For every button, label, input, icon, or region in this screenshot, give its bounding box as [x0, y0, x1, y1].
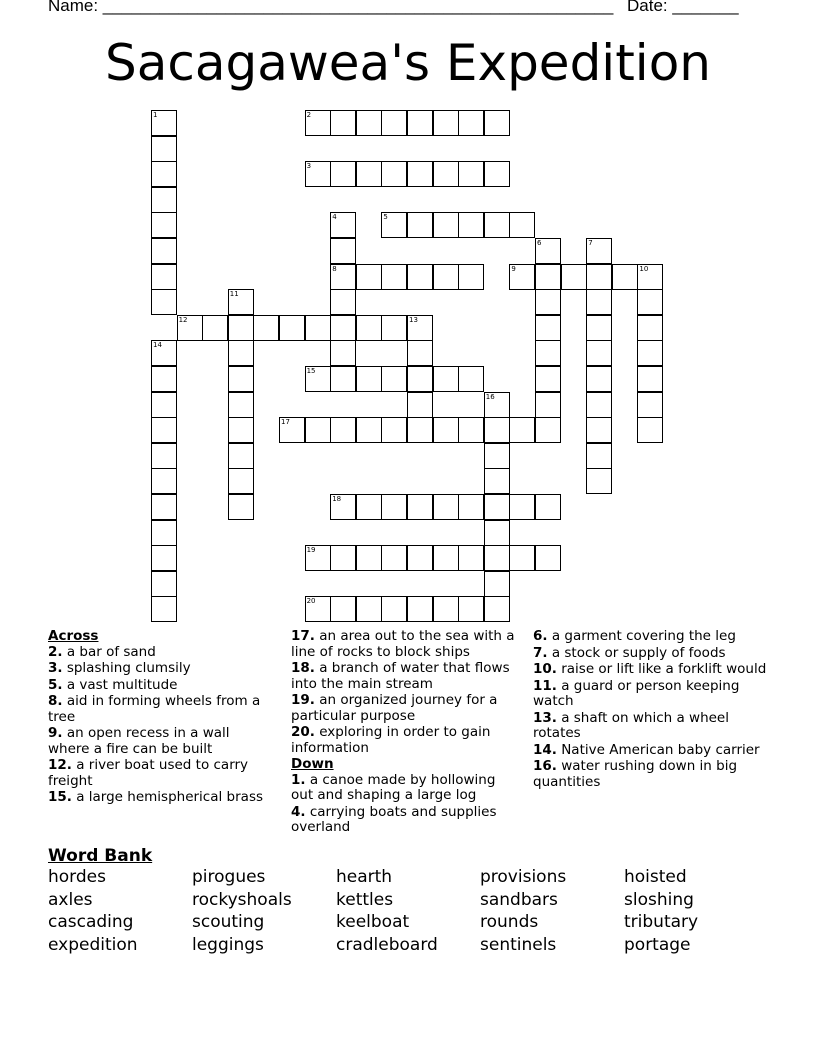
clue-item-text: Native American baby carrier	[556, 741, 760, 758]
clue-number: 8	[332, 264, 337, 273]
grid-cell[interactable]	[356, 366, 382, 392]
clue-number: 12	[178, 315, 188, 324]
grid-cell[interactable]	[330, 417, 356, 443]
word-bank-item: sloshing	[624, 890, 694, 910]
clue-item	[533, 679, 768, 710]
clue-item	[533, 662, 768, 678]
clue-item-text: an area out to the sea with a line of rocks to block ships	[291, 628, 515, 660]
grid-cell[interactable]	[458, 596, 484, 622]
clue-item-number: 17.	[291, 628, 315, 644]
clue-item-number: 4.	[291, 803, 306, 820]
clue-item-number: 19.	[291, 692, 315, 708]
clue-item	[291, 725, 521, 756]
grid-cell[interactable]	[535, 366, 561, 392]
clue-item-number: 2.	[48, 643, 63, 660]
clue-number: 17	[281, 418, 290, 427]
grid-cell[interactable]	[561, 264, 587, 290]
grid-cell[interactable]	[509, 417, 535, 443]
grid-cell[interactable]	[407, 596, 433, 622]
grid-cell[interactable]	[330, 315, 356, 341]
clue-item	[48, 694, 273, 725]
grid-cell[interactable]	[637, 340, 663, 366]
grid-cell[interactable]	[458, 417, 484, 443]
word-bank-item: hoisted	[624, 867, 687, 887]
clue-number: 14	[153, 341, 162, 350]
clue-number: 2	[306, 111, 312, 119]
grid-cell[interactable]	[433, 545, 459, 571]
name-field-label: Name: ______________________________________________________	[48, 0, 614, 15]
clue-item-text: a stock or supply of foods	[547, 644, 726, 661]
grid-cell[interactable]	[535, 340, 561, 366]
clue-item-number: 8.	[48, 693, 63, 709]
grid-cell[interactable]	[407, 392, 433, 418]
page-title: Sacagawea's Expedition	[105, 34, 711, 92]
clue-item-number: 18.	[291, 660, 315, 676]
grid-cell[interactable]	[458, 212, 484, 238]
grid-cell[interactable]	[433, 264, 459, 290]
clue-item-number: 14.	[533, 741, 557, 758]
grid-cell[interactable]	[151, 212, 177, 238]
grid-cell[interactable]	[151, 264, 177, 290]
word-bank-title: Word Bank	[48, 846, 153, 866]
grid-cell[interactable]	[330, 545, 356, 571]
grid-cell[interactable]	[586, 264, 612, 290]
word-bank-item: hearth	[336, 867, 393, 887]
word-bank-item: cascading	[48, 912, 134, 932]
grid-cell[interactable]	[151, 443, 177, 469]
grid-cell[interactable]	[458, 545, 484, 571]
grid-cell[interactable]	[330, 340, 356, 366]
grid-cell[interactable]	[433, 494, 459, 520]
clue-item	[48, 726, 273, 757]
grid-cell[interactable]	[484, 110, 510, 136]
clue-item	[533, 629, 768, 645]
word-bank-item: cradleboard	[336, 935, 438, 955]
clue-number: 16	[485, 392, 495, 401]
clue-number: 19	[306, 546, 316, 555]
grid-cell[interactable]	[356, 545, 382, 571]
date-field-label: Date: _______	[627, 0, 739, 15]
grid-cell[interactable]	[407, 366, 433, 392]
grid-cell[interactable]	[279, 315, 305, 341]
clue-number: 5	[383, 213, 388, 222]
grid-cell[interactable]	[330, 289, 356, 315]
clue-number: 7	[588, 239, 593, 247]
clue-item	[48, 758, 273, 789]
grid-cell[interactable]	[535, 494, 561, 520]
grid-cell[interactable]	[151, 392, 177, 418]
clue-item-number: 6.	[533, 628, 548, 644]
grid-cell[interactable]	[586, 392, 612, 418]
grid-cell[interactable]	[484, 212, 510, 238]
grid-cell[interactable]	[305, 417, 331, 443]
clue-number: 1	[153, 111, 158, 119]
grid-cell[interactable]	[407, 340, 433, 366]
clue-item-number: 12.	[48, 757, 72, 773]
clue-item-text: water rushing down in big quantities	[533, 758, 738, 790]
grid-cell[interactable]	[151, 366, 177, 392]
word-bank-item: sentinels	[480, 935, 557, 955]
clue-item-number: 10.	[533, 661, 557, 677]
grid-cell[interactable]	[202, 315, 228, 341]
grid-cell[interactable]	[407, 212, 433, 238]
grid-cell[interactable]	[637, 315, 663, 341]
grid-cell[interactable]	[151, 238, 177, 264]
clue-item-text: carrying boats and supplies overland	[291, 803, 497, 835]
clue-item-text: an organized journey for a particular purpose	[291, 692, 498, 724]
grid-cell[interactable]	[381, 161, 407, 187]
grid-cell[interactable]	[151, 161, 177, 187]
grid-cell[interactable]	[228, 468, 254, 494]
grid-cell[interactable]	[381, 596, 407, 622]
clue-item	[291, 805, 521, 836]
grid-cell[interactable]	[228, 366, 254, 392]
grid-cell[interactable]	[458, 366, 484, 392]
grid-cell[interactable]	[433, 417, 459, 443]
across-heading: Across	[48, 628, 99, 644]
grid-cell[interactable]	[407, 417, 433, 443]
grid-cell[interactable]	[151, 571, 177, 597]
grid-cell[interactable]	[356, 315, 382, 341]
clue-item-number: 5.	[48, 676, 63, 693]
grid-cell[interactable]	[637, 289, 663, 315]
grid-cell[interactable]	[458, 110, 484, 136]
clue-item-number: 11.	[533, 677, 557, 694]
grid-cell[interactable]	[484, 443, 510, 469]
grid-cell[interactable]	[330, 238, 356, 264]
grid-cell[interactable]	[228, 392, 254, 418]
grid-cell[interactable]	[484, 468, 510, 494]
clue-number: 15	[306, 367, 316, 375]
word-bank-item: sandbars	[480, 890, 558, 910]
grid-cell[interactable]	[330, 110, 356, 136]
grid-cell[interactable]	[151, 136, 177, 162]
clue-item-text: aid in forming wheels from a tree	[48, 693, 261, 725]
clue-item	[291, 773, 521, 804]
grid-cell[interactable]	[381, 110, 407, 136]
clue-item-number: 20.	[291, 724, 315, 740]
grid-cell[interactable]	[381, 545, 407, 571]
clue-number: 6	[537, 239, 542, 247]
grid-cell[interactable]	[586, 443, 612, 469]
grid-cell[interactable]	[484, 520, 510, 546]
grid-cell[interactable]	[484, 494, 510, 520]
grid-cell[interactable]	[228, 315, 254, 341]
grid-cell[interactable]	[228, 494, 254, 520]
grid-cell[interactable]	[458, 494, 484, 520]
clue-item-text: a bar of sand	[62, 643, 156, 660]
grid-cell[interactable]	[330, 596, 356, 622]
grid-cell[interactable]	[484, 545, 510, 571]
word-bank-item: scouting	[192, 912, 265, 932]
grid-cell[interactable]	[151, 520, 177, 546]
grid-cell[interactable]	[586, 340, 612, 366]
clue-item-text: exploring in order to gain information	[291, 724, 491, 756]
clue-item-number: 16.	[533, 758, 557, 774]
grid-cell[interactable]	[228, 443, 254, 469]
clue-item	[48, 790, 273, 806]
grid-cell[interactable]	[356, 264, 382, 290]
grid-cell[interactable]	[586, 315, 612, 341]
grid-cell[interactable]	[637, 392, 663, 418]
grid-cell[interactable]	[228, 340, 254, 366]
grid-cell[interactable]	[458, 161, 484, 187]
grid-cell[interactable]	[535, 264, 561, 290]
grid-cell[interactable]	[637, 366, 663, 392]
grid-cell[interactable]	[484, 596, 510, 622]
clue-item	[533, 646, 768, 662]
word-bank-item: rockyshoals	[192, 890, 292, 910]
grid-cell[interactable]	[586, 366, 612, 392]
grid-cell[interactable]	[151, 545, 177, 571]
word-bank-item: keelboat	[336, 912, 410, 932]
grid-cell[interactable]	[330, 161, 356, 187]
word-bank-item: portage	[624, 935, 691, 955]
clue-item-text: a shaft on which a wheel rotates	[533, 709, 729, 741]
grid-cell[interactable]	[535, 545, 561, 571]
clue-item	[291, 629, 521, 660]
grid-cell[interactable]	[151, 187, 177, 213]
word-bank-item: axles	[48, 890, 93, 910]
clue-item	[48, 661, 273, 677]
grid-cell[interactable]	[407, 161, 433, 187]
grid-cell[interactable]	[356, 110, 382, 136]
clue-item	[533, 759, 768, 790]
clue-item	[291, 693, 521, 724]
grid-cell[interactable]	[612, 264, 638, 290]
clue-item-number: 15.	[48, 789, 72, 805]
clue-item-number: 7.	[533, 644, 548, 661]
grid-cell[interactable]	[151, 289, 177, 315]
clue-number: 13	[409, 315, 418, 324]
clue-number: 11	[229, 290, 239, 299]
grid-cell[interactable]	[509, 494, 535, 520]
clue-item-text: a large hemispherical brass	[71, 789, 264, 805]
clue-item	[533, 711, 768, 742]
grid-cell[interactable]	[535, 289, 561, 315]
clue-item	[48, 645, 273, 661]
grid-cell[interactable]	[407, 264, 433, 290]
clue-item-number: 3.	[48, 660, 63, 676]
clue-item-number: 1.	[291, 771, 306, 788]
grid-cell[interactable]	[484, 161, 510, 187]
grid-cell[interactable]	[330, 366, 356, 392]
clue-item-text: a vast multitude	[62, 676, 178, 693]
grid-cell[interactable]	[535, 417, 561, 443]
grid-cell[interactable]	[586, 468, 612, 494]
grid-cell[interactable]	[356, 596, 382, 622]
clue-item-text: raise or lift like a forklift would	[556, 661, 767, 677]
word-bank-item: tributary	[624, 912, 699, 932]
clue-item-text: a canoe made by hollowing out and shaping a large log	[291, 771, 496, 803]
grid-cell[interactable]	[356, 494, 382, 520]
grid-cell[interactable]	[433, 161, 459, 187]
grid-cell[interactable]	[381, 494, 407, 520]
clue-number: 20	[306, 597, 316, 606]
grid-cell[interactable]	[305, 315, 331, 341]
grid-cell[interactable]	[586, 289, 612, 315]
grid-cell[interactable]	[509, 212, 535, 238]
grid-cell[interactable]	[484, 571, 510, 597]
clue-item-text: an open recess in a wall where a fire can be built	[48, 725, 230, 757]
grid-cell[interactable]	[433, 110, 459, 136]
grid-cell[interactable]	[381, 417, 407, 443]
grid-cell[interactable]	[433, 212, 459, 238]
clue-item-text: a guard or person keeping watch	[533, 677, 740, 709]
word-bank-item: hordes	[48, 867, 106, 887]
word-bank-item: kettles	[336, 890, 394, 910]
word-bank-item: expedition	[48, 935, 138, 955]
grid-cell[interactable]	[381, 264, 407, 290]
grid-cell[interactable]	[356, 417, 382, 443]
grid-cell[interactable]	[637, 417, 663, 443]
clue-item-number: 13.	[533, 709, 557, 726]
clue-column-3	[533, 629, 768, 791]
clue-item-number: 9.	[48, 725, 63, 741]
clue-item-text: splashing clumsily	[62, 660, 191, 676]
grid-cell[interactable]	[407, 494, 433, 520]
grid-cell[interactable]	[151, 417, 177, 443]
word-bank-item: pirogues	[192, 867, 266, 887]
clue-item	[291, 661, 521, 692]
grid-cell[interactable]	[535, 315, 561, 341]
clue-number: 10	[639, 264, 649, 273]
down-heading: Down	[291, 756, 334, 772]
clue-column-1	[48, 629, 273, 807]
clue-item-text: a river boat used to carry freight	[48, 757, 249, 789]
grid-cell[interactable]	[151, 468, 177, 494]
grid-cell[interactable]	[433, 596, 459, 622]
grid-cell[interactable]	[586, 417, 612, 443]
grid-cell[interactable]	[433, 366, 459, 392]
clue-number: 4	[332, 213, 337, 222]
grid-cell[interactable]	[381, 366, 407, 392]
grid-cell[interactable]	[151, 596, 177, 622]
clue-number: 9	[511, 264, 516, 273]
word-bank-item: provisions	[480, 867, 567, 887]
clue-item	[48, 678, 273, 694]
grid-cell[interactable]	[356, 161, 382, 187]
clue-number: 3	[306, 162, 312, 171]
grid-cell[interactable]	[381, 315, 407, 341]
grid-cell[interactable]	[253, 315, 279, 341]
clue-column-2	[291, 629, 521, 837]
grid-cell[interactable]	[228, 417, 254, 443]
clue-number: 18	[332, 495, 342, 503]
grid-cell[interactable]	[151, 494, 177, 520]
clue-item	[533, 743, 768, 759]
grid-cell[interactable]	[407, 545, 433, 571]
grid-cell[interactable]	[484, 417, 510, 443]
grid-cell[interactable]	[509, 545, 535, 571]
grid-cell[interactable]	[407, 110, 433, 136]
word-bank-item: leggings	[192, 935, 264, 955]
word-bank-item: rounds	[480, 912, 539, 932]
grid-cell[interactable]	[458, 264, 484, 290]
clue-item-text: a branch of water that flows into the main stream	[291, 660, 510, 692]
clue-item-text: a garment covering the leg	[547, 628, 736, 644]
grid-cell[interactable]	[535, 392, 561, 418]
